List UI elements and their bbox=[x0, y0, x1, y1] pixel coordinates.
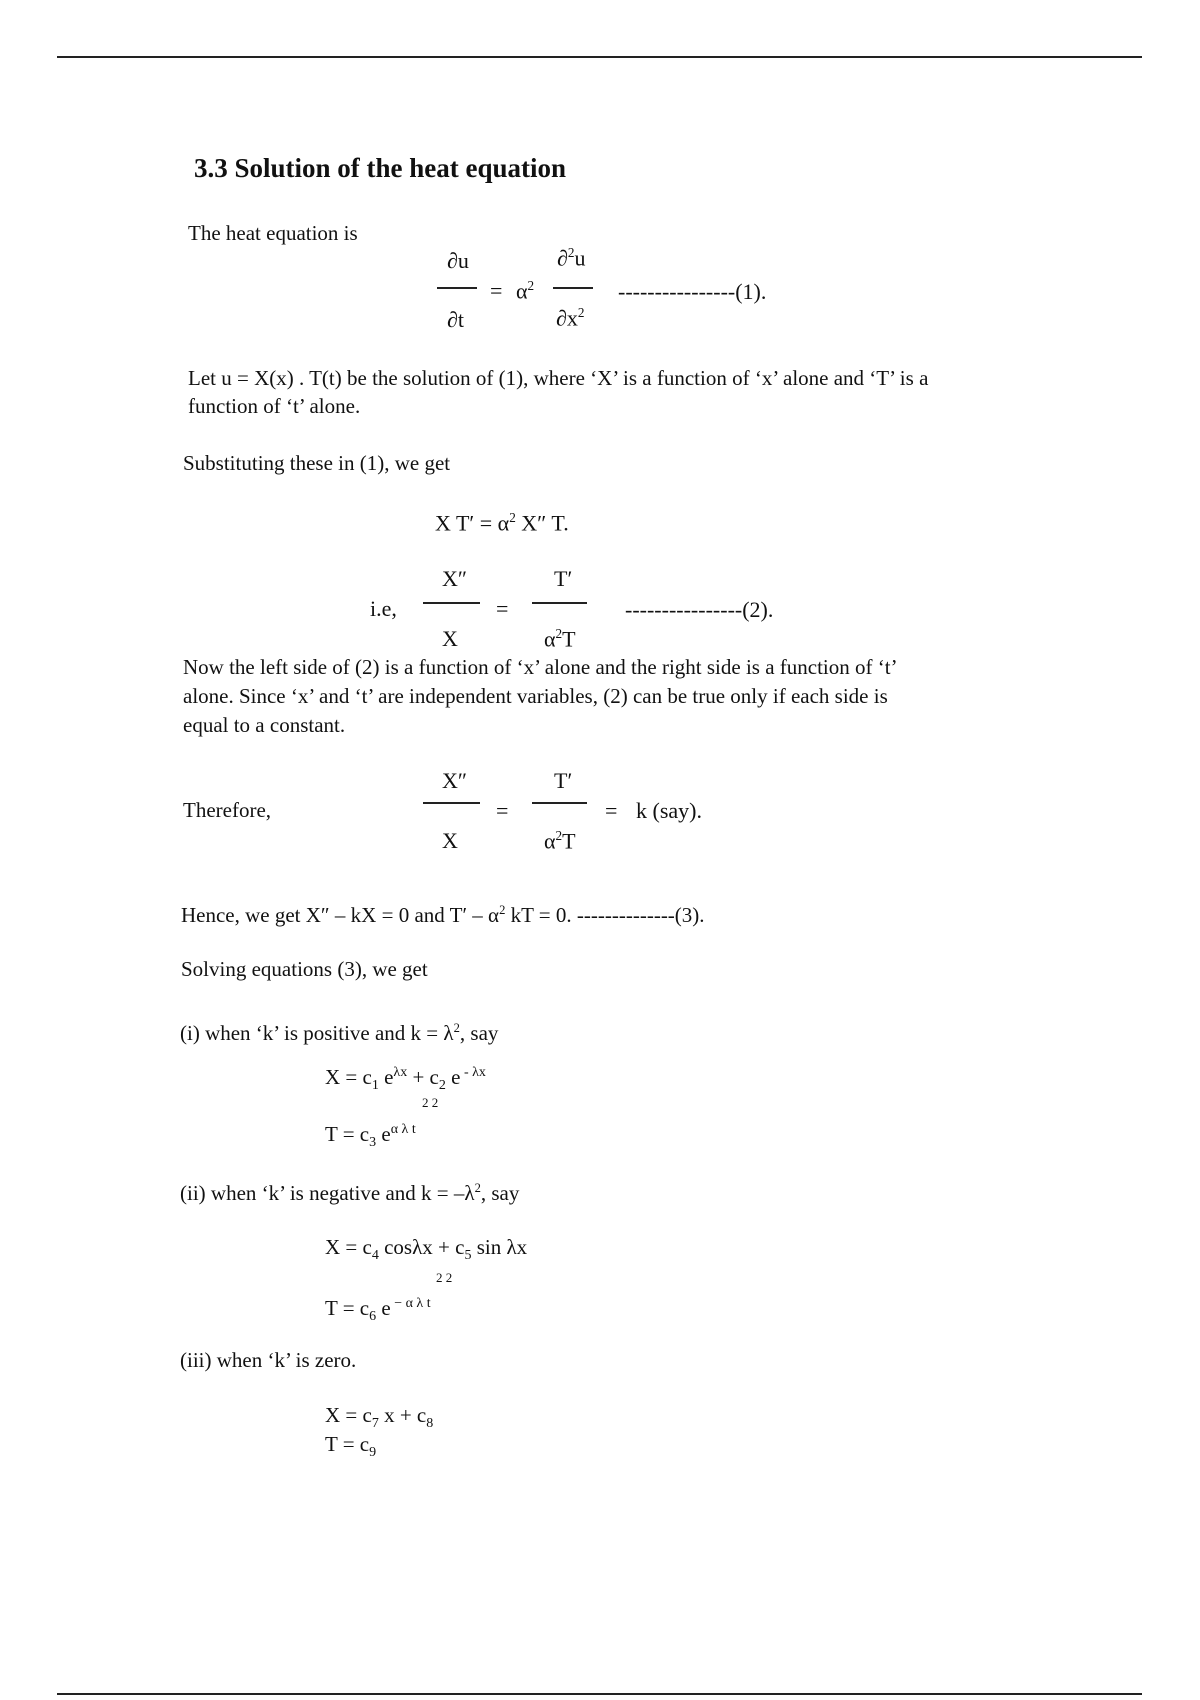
eq1-rhs-denominator: $\partial x^2$ bbox=[556, 305, 585, 331]
therefore-left-fraction-bar bbox=[423, 802, 480, 804]
eq2-tag: ----------------(2). bbox=[625, 597, 774, 622]
bottom-rule bbox=[57, 1693, 1142, 1695]
therefore-left-denominator: X bbox=[442, 828, 458, 853]
eq2-ie-label: i.e, bbox=[370, 596, 397, 621]
paragraph-let-line-1: Let u = X(x) . T(t) be the solution of (1), where ‘X’ is a function of ‘x’ alone and ‘T’ is a bbox=[188, 366, 929, 390]
eq2-right-denominator: $\alpha^2T$ bbox=[544, 626, 576, 652]
therefore-right-numerator: T′ bbox=[554, 768, 573, 793]
case1-label: (i) when ‘k’ is positive and $k = \lambda^2$, say bbox=[180, 1021, 499, 1045]
therefore-left-numerator: X″ bbox=[442, 768, 468, 793]
top-rule bbox=[57, 56, 1142, 58]
eq2-left-denominator: X bbox=[442, 626, 458, 651]
therefore-label: Therefore, bbox=[183, 798, 272, 822]
eq2-equals: = bbox=[496, 596, 509, 621]
case2-t-exponent-powers: 2 2 bbox=[436, 1270, 453, 1285]
eq1-lhs-fraction-bar bbox=[437, 287, 477, 289]
case3-t-solution: $T = c_9$ bbox=[325, 1432, 377, 1461]
eq1-rhs-fraction-bar bbox=[553, 287, 593, 289]
case2-x-solution: $X = c_4$ $\cos\lambda x + c_5$ sin λx bbox=[325, 1235, 528, 1264]
eq1-lhs-numerator: ∂u bbox=[447, 248, 469, 273]
therefore-equals-1: = bbox=[496, 798, 509, 823]
therefore-equals-2: = bbox=[605, 798, 618, 823]
solving-text: Solving equations (3), we get bbox=[181, 957, 428, 981]
case2-label: (ii) when ‘k’ is negative and $k = -\lambda^2$, say bbox=[180, 1181, 520, 1205]
case3-x-solution: $X = c_7$ $x + c_8$ bbox=[325, 1403, 434, 1432]
paragraph-now-line-3: equal to a constant. bbox=[183, 713, 346, 737]
eq1-coefficient: $\alpha^2$ bbox=[516, 278, 535, 304]
eq2-left-numerator: X″ bbox=[442, 566, 468, 591]
therefore-result: k (say). bbox=[636, 798, 702, 823]
case1-t-solution: $T = c_3$ $e^{\alpha \lambda t}$ bbox=[325, 1122, 416, 1151]
eq2-right-numerator: T′ bbox=[554, 566, 573, 591]
case1-x-solution: $X = c_1$ $e^{\lambda x} + c_2$ e $^{- \lambda x}$ bbox=[325, 1065, 486, 1094]
hence-line: Hence, we get X″ – kX = 0 and $T' - \alpha^2$ kT = 0. --------------(3). bbox=[181, 903, 705, 927]
paragraph-now-line-1: Now the left side of (2) is a function of ‘x’ alone and the right side is a function of ‘t’ bbox=[183, 655, 898, 679]
eq1-tag: ----------------(1). bbox=[618, 279, 767, 304]
eq2-left-fraction-bar bbox=[423, 602, 480, 604]
case3-label: (iii) when ‘k’ is zero. bbox=[180, 1348, 357, 1372]
eq2-right-fraction-bar bbox=[532, 602, 587, 604]
paragraph-let-line-2: function of ‘t’ alone. bbox=[188, 394, 361, 418]
therefore-right-fraction-bar bbox=[532, 802, 587, 804]
paragraph-now-line-2: alone. Since ‘x’ and ‘t’ are independent variables, (2) can be true only if each side is bbox=[183, 684, 888, 708]
eq1-equals: = bbox=[490, 278, 503, 303]
section-title: 3.3 Solution of the heat equation bbox=[194, 153, 567, 183]
equation-substituted: X $T' = \alpha^2$ X″ T. bbox=[435, 510, 569, 536]
intro-text: The heat equation is bbox=[188, 221, 358, 245]
therefore-right-denominator: $\alpha^2T$ bbox=[544, 828, 576, 854]
eq1-lhs-denominator: ∂t bbox=[447, 307, 464, 332]
case1-t-exponent-powers: 2 2 bbox=[422, 1095, 439, 1110]
eq1-rhs-numerator: ∂$^2$u bbox=[557, 245, 586, 271]
substituting-text: Substituting these in (1), we get bbox=[183, 451, 451, 475]
case2-t-solution: $T = c_6$ e $^{- \alpha \lambda t}$ bbox=[325, 1296, 431, 1325]
